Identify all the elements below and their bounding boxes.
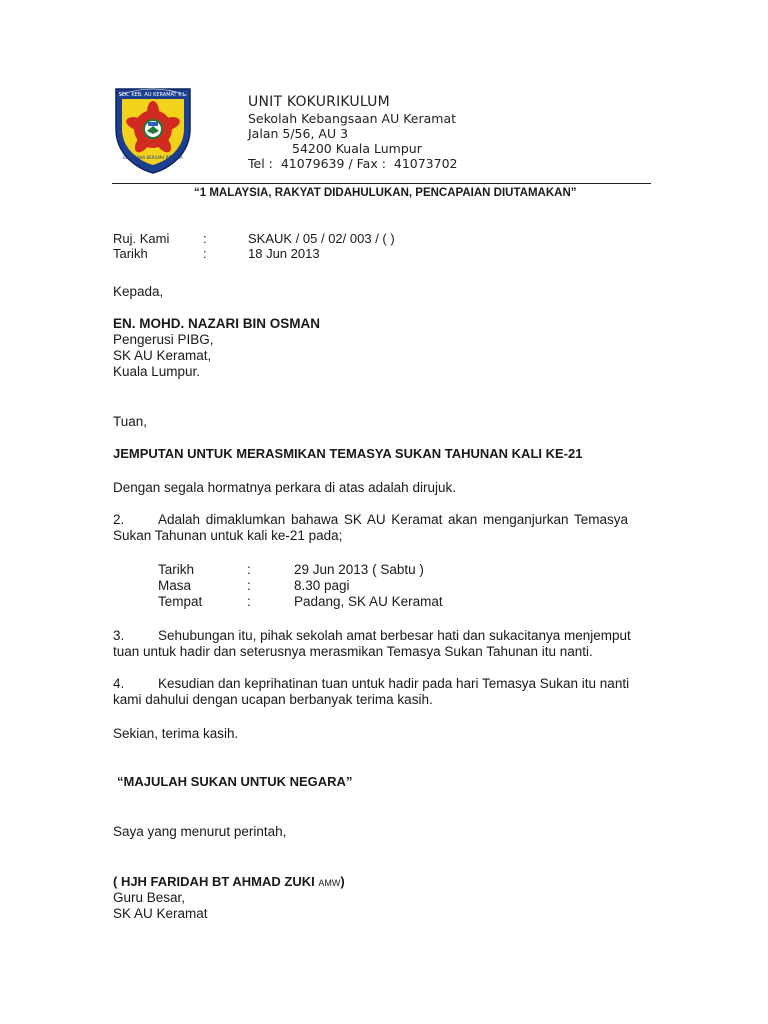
detail-label-time: Masa: [158, 578, 192, 593]
unit-title: UNIT KOKURIKULUM: [248, 94, 390, 110]
ref-label: Ruj. Kami: [113, 231, 170, 246]
detail-colon-time: :: [247, 578, 251, 593]
recipient-line-1: Pengerusi PIBG,: [113, 332, 214, 347]
tel-number: 41079639: [280, 156, 345, 171]
date-colon: :: [203, 246, 207, 261]
signatory-title: Guru Besar,: [113, 890, 186, 905]
kepada: Kepada,: [113, 284, 164, 299]
address-line-2: 54200 Kuala Lumpur: [292, 141, 422, 156]
recipient-name: EN. MOHD. NAZARI BIN OSMAN: [113, 316, 320, 331]
ref-number: SKAUK / 05 / 02/ 003 / ( ): [248, 231, 395, 246]
telephone-fax: [248, 156, 458, 171]
recipient-line-3: Kuala Lumpur.: [113, 364, 201, 379]
tel-label: Tel :: [248, 156, 273, 171]
fax-label: / Fax :: [348, 156, 386, 171]
detail-label-date: Tarikh: [158, 562, 195, 577]
signatory-close-paren: ): [340, 874, 345, 889]
para3-line-2: tuan untuk hadir dan seterusnya merasmikan Temasya Sukan Tahunan itu nanti.: [113, 644, 593, 659]
para4-line-1: Kesudian dan keprihatinan tuan untuk hadir pada hari Temasya Sukan itu nanti: [158, 676, 630, 691]
national-slogan: “1 MALAYSIA, RAKYAT DIDAHULUKAN, PENCAPAIAN DIUTAMAKAN”: [194, 187, 577, 199]
detail-value-venue: Padang, SK AU Keramat: [294, 594, 443, 609]
para2-line-2: Sukan Tahunan untuk kali ke-21 pada;: [113, 528, 343, 543]
letterhead-divider: [112, 183, 651, 184]
crest-bottom-text: BERUSAHA BERILMU BERJASA: [123, 155, 183, 160]
detail-colon-date: :: [247, 562, 251, 577]
para4-line-2: kami dahului dengan ucapan berbanyak terima kasih.: [113, 692, 433, 707]
closing-line: Sekian, terima kasih.: [113, 726, 239, 741]
school-name: Sekolah Kebangsaan AU Keramat: [248, 111, 457, 126]
signatory-name-text: ( HJH FARIDAH BT AHMAD ZUKI: [113, 874, 315, 889]
signatory-school: SK AU Keramat: [113, 906, 208, 921]
yours-faithfully: Saya yang menurut perintah,: [113, 824, 287, 839]
subject-heading: JEMPUTAN UNTUK MERASMIKAN TEMASYA SUKAN TAHUNAN KALI KE-21: [113, 446, 583, 461]
para2-number: 2.: [113, 512, 125, 527]
crest-top-text: SEK. KEB. AU KERAMAT K.L.: [118, 92, 188, 98]
ref-colon: :: [203, 231, 207, 246]
para3-line-1: Sehubungan itu, pihak sekolah amat berbesar hati dan sukacitanya menjemput: [158, 628, 631, 643]
address-line-1: Jalan 5/56, AU 3: [248, 126, 349, 141]
school-crest-logo: [112, 85, 194, 175]
opening-line: Dengan segala hormatnya perkara di atas adalah dirujuk.: [113, 480, 456, 495]
letter-date: 18 Jun 2013: [248, 246, 320, 261]
date-label: Tarikh: [113, 246, 148, 261]
signatory-name: [113, 874, 345, 889]
detail-label-venue: Tempat: [158, 594, 203, 609]
motto: “MAJULAH SUKAN UNTUK NEGARA”: [117, 774, 353, 789]
para4-number: 4.: [113, 676, 125, 691]
detail-value-date: 29 Jun 2013 ( Sabtu ): [294, 562, 424, 577]
para2-line-1: Adalah dimaklumkan bahawa SK AU Keramat akan menganjurkan Temasya: [158, 512, 628, 527]
salutation: Tuan,: [113, 414, 148, 429]
recipient-line-2: SK AU Keramat,: [113, 348, 212, 363]
detail-colon-venue: :: [247, 594, 251, 609]
signatory-postnominal: AMW: [318, 878, 341, 888]
fax-number: 41073702: [393, 156, 458, 171]
detail-value-time: 8.30 pagi: [294, 578, 350, 593]
para3-number: 3.: [113, 628, 125, 643]
